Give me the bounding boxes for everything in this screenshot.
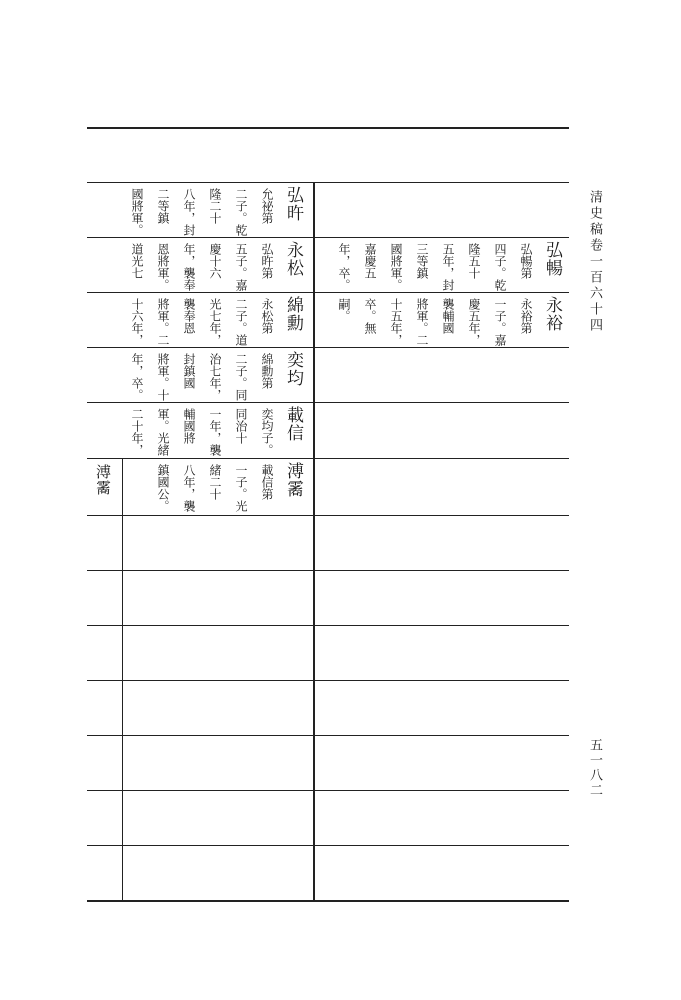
biography-line: 二十年，: [130, 408, 144, 456]
biography-line: 十六年，: [130, 298, 144, 346]
row-rule: [87, 237, 569, 238]
biography-line: 軍。光緒: [156, 408, 170, 456]
row-rule: [87, 570, 569, 571]
biography-line: 將軍。十: [156, 353, 170, 401]
row-rule: [87, 402, 569, 403]
biography-line: 五年，封: [441, 243, 455, 291]
row-rule: [87, 347, 569, 348]
inner-column-rule: [122, 458, 123, 900]
person-name: 永松: [283, 241, 303, 277]
biography-line: 十五年，: [389, 298, 403, 346]
biography-line: 嘉慶五: [363, 243, 377, 279]
running-head: 清史稿卷一百六十四: [587, 190, 602, 334]
biography-line: 恩將軍。: [156, 243, 170, 291]
biography-line: 慶五年，: [467, 298, 481, 346]
biography-line: 弘暢第: [519, 243, 533, 279]
biography-line: 二等鎮: [156, 188, 170, 224]
biography-line: 輔國將: [182, 408, 196, 444]
biography-line: 永松第: [260, 298, 274, 334]
biography-line: 將軍。二: [415, 298, 429, 346]
row-rule: [87, 845, 569, 846]
person-name: 奕均: [283, 351, 303, 387]
person-name: 溥霱: [283, 462, 303, 498]
biography-line: 同治十: [234, 408, 248, 444]
biography-line: 隆二十: [208, 188, 222, 224]
row-rule: [87, 625, 569, 626]
row-rule: [87, 680, 569, 681]
biography-line: 二子。乾: [234, 188, 248, 236]
biography-line: 光七年，: [208, 298, 222, 346]
biography-line: 道光七: [130, 243, 144, 279]
person-name: 載信: [283, 406, 303, 442]
biography-line: 一子。嘉: [493, 298, 507, 346]
table-top-rule: [87, 182, 569, 183]
biography-line: 允祕第: [260, 188, 274, 224]
row-rule: [87, 292, 569, 293]
biography-line: 二子。道: [234, 298, 248, 346]
biography-line: 四子。乾: [493, 243, 507, 291]
biography-line: 綿勳第: [260, 353, 274, 389]
biography-line: 一子。光: [234, 464, 248, 512]
biography-line: 八年，封: [182, 188, 196, 236]
biography-line: 弘旿第: [260, 243, 274, 279]
biography-line: 卒。無: [363, 298, 377, 334]
row-rule: [87, 515, 569, 516]
biography-line: 三等鎮: [415, 243, 429, 279]
biography-line: 年，卒。: [130, 353, 144, 401]
person-name: 弘旿: [283, 186, 303, 222]
person-name: 綿勳: [283, 296, 303, 332]
biography-line: 國將軍。: [389, 243, 403, 291]
biography-line: 襲輔國: [441, 298, 455, 334]
biography-line: 隆五十: [467, 243, 481, 279]
person-name: 弘暢: [542, 241, 562, 277]
row-rule: [87, 458, 569, 459]
page-number: 五一八二: [587, 738, 602, 798]
biography-line: 五子。嘉: [234, 243, 248, 291]
biography-line: 將軍。二: [156, 298, 170, 346]
biography-line: 年，卒。: [337, 243, 351, 291]
biography-line: 鎮國公。: [156, 464, 170, 512]
person-name: 永裕: [542, 296, 562, 332]
biography-line: 慶十六: [208, 243, 222, 279]
biography-line: 封鎮國: [182, 353, 196, 389]
biography-line: 二子。同: [234, 353, 248, 401]
row-rule: [87, 790, 569, 791]
row-rule: [87, 735, 569, 736]
top-rule: [87, 127, 569, 129]
biography-line: 年，襲奉: [182, 243, 196, 291]
biography-line: 奕均子。: [260, 408, 274, 456]
biography-line: 襲奉恩: [182, 298, 196, 334]
biography-line: 嗣。: [337, 298, 351, 322]
biography-line: 國將軍。: [130, 188, 144, 236]
column-divider: [313, 182, 315, 902]
biography-line: 治七年，: [208, 353, 222, 401]
biography-line: 一年，襲: [208, 408, 222, 456]
bottom-rule: [87, 900, 569, 902]
biography-line: 緒二十: [208, 464, 222, 500]
biography-line: 八年，襲: [182, 464, 196, 512]
biography-line: 載信第: [260, 464, 274, 500]
biography-line: 溥霱: [94, 464, 112, 496]
biography-line: 永裕第: [519, 298, 533, 334]
